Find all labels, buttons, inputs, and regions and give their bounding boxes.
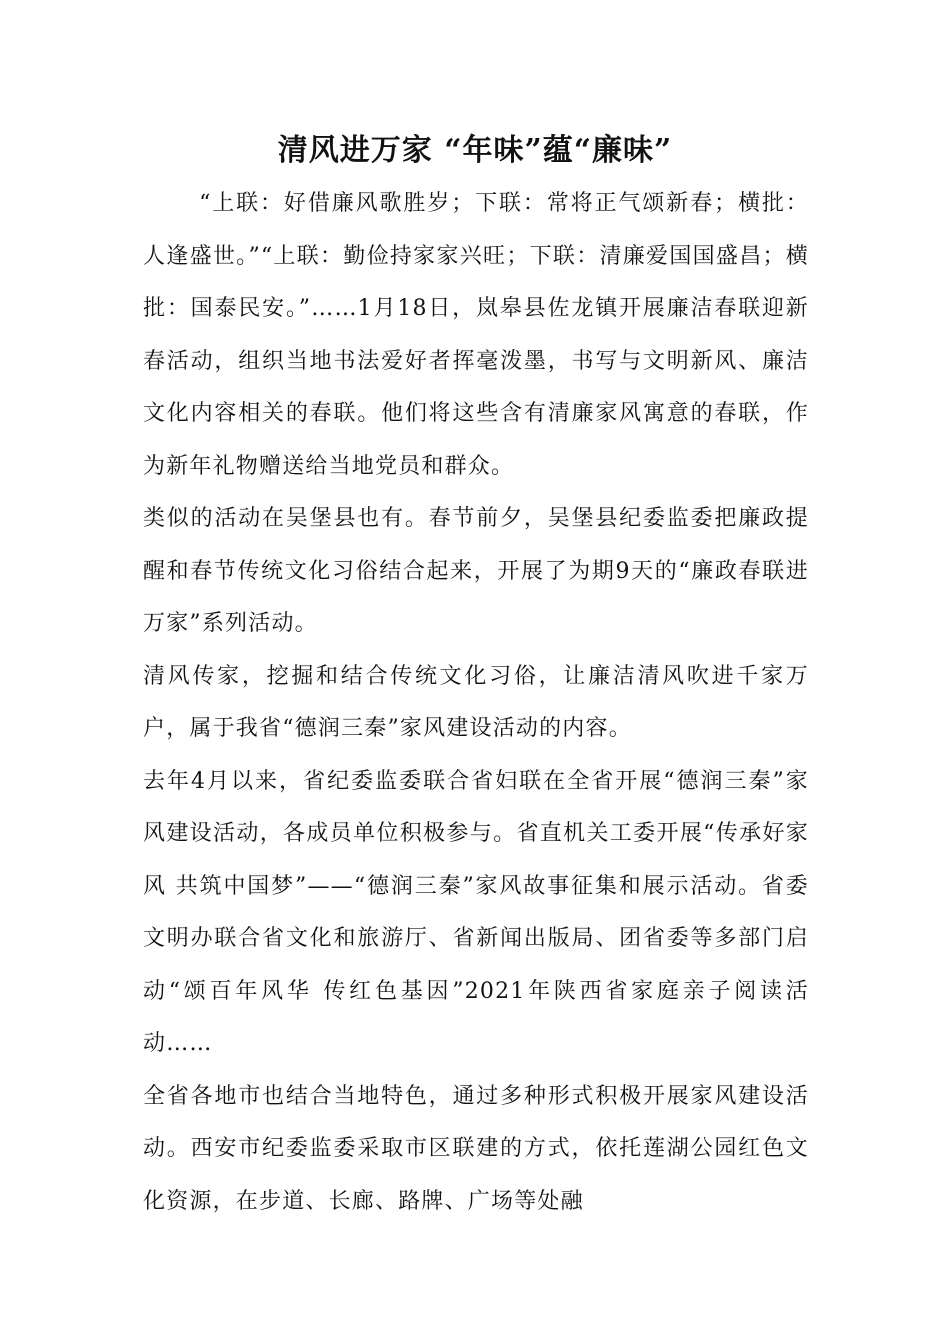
paragraph-5: 全省各地市也结合当地特色，通过多种形式积极开展家风建设活动。西安市纪委监委采取市区联建的方式，依托莲湖公园红色文化资源，在步道、长廊、路牌、广场等处融 bbox=[143, 1083, 809, 1214]
paragraph-2: 类似的活动在吴堡县也有。春节前夕，吴堡县纪委监委把廉政提醒和春节传统文化习俗结合起来，开展了为期9天的“廉政春联进万家”系列活动。 bbox=[143, 506, 809, 636]
paragraph-4: 去年4月以来，省纪委监委联合省妇联在全省开展“德润三秦”家风建设活动，各成员单位积极参与。省直机关工委开展“传承好家风 共筑中国梦”——“德润三秦”家风故事征集和展示活动。省委文明办联合省文化和旅游厅、省新闻出版局、团省委等多部门启动“颂百年风华 传红色基因”2021年陕西省家庭亲子阅读活动…… bbox=[143, 768, 809, 1056]
paragraph-3: 清风传家，挖掘和结合传统文化习俗，让廉洁清风吹进千家万户，属于我省“德润三秦”家风建设活动的内容。 bbox=[143, 663, 809, 741]
paragraph-1: “上联：好借廉风歌胜岁；下联：常将正气颂新春；横批：人逢盛世。”“上联：勤俭持家家兴旺；下联：清廉爱国国盛昌；横批：国泰民安。”……1月18日，岚皋县佐龙镇开展廉洁春联迎新春活动，组织当地书法爱好者挥毫泼墨，书写与文明新风、廉洁文化内容相关的春联。他们将这些含有清廉家风寓意的春联，作为新年礼物赠送给当地党员和群众。 bbox=[143, 191, 809, 479]
article-title: 清风进万家 “年味”蕴“廉味” bbox=[277, 133, 673, 168]
article-body bbox=[143, 178, 809, 1228]
